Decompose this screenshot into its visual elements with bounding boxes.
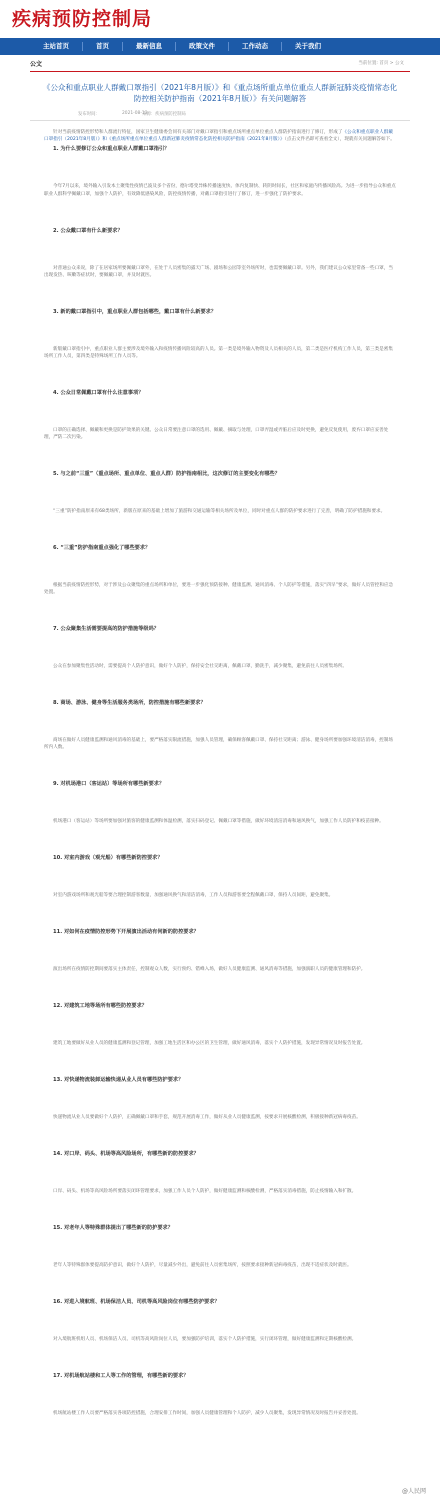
question-heading: 1. 为什么要修订公众和重点职业人群戴口罩指引？ xyxy=(53,146,170,153)
question-heading: 17. 对机场航站楼和工人等工作的管理，有哪些新的要求？ xyxy=(53,1373,189,1380)
article-title: 《公众和重点职业人群戴口罩指引（2021年8月版）》和《重点场所重点单位重点人群新冠肺炎疫情常态化防控相关防护指南（2021年8月版）》有关问题解答 xyxy=(42,83,398,103)
answer-paragraph: 机场港口（客运站）等场所要加强对旅客的健康监测和体温检测，落实扫码登记、佩戴口罩等措施，做好环境清洁消毒和通风换气，加强工作人员防护和疫苗接种。 xyxy=(53,819,384,825)
article-body xyxy=(30,121,410,1417)
article-meta xyxy=(30,107,410,121)
nav-item[interactable]: 最新信息 xyxy=(123,42,176,51)
intro-paragraph xyxy=(44,129,396,143)
question-heading: 6. “三重”防护指南重点强化了哪些要求？ xyxy=(53,545,151,552)
question-heading: 7. 公众聚集生活需要提高的防护措施等级吗？ xyxy=(53,626,159,633)
breadcrumb-path[interactable]: 当前位置: 首页 > 公文 xyxy=(358,61,404,66)
intro-document-link[interactable]: 《公众和重点职业人群戴口罩指引（2021年8月版）》和《重点场所重点单位重点人群新冠肺炎疫情常态化防控相关防护指南（2021年8月版）》 xyxy=(44,130,393,143)
answer-paragraph: 公众在参加聚集性活动时，需要提高个人防护意识，做好个人防护，保持安全社交距离，佩戴口罩，勤洗手，减少聚集，避免前往人员密集场所。 xyxy=(53,664,348,670)
question-heading: 5. 与之前“三重”（重点场所、重点单位、重点人群）防护指南相比，这次修订的主要变化有哪些？ xyxy=(53,471,280,478)
question-heading: 8. 商场、游泳、健身等生活服务类场所，防控措施有哪些新要求？ xyxy=(53,700,206,707)
answer-paragraph: 快递物流从业人员要做好个人防护，正确佩戴口罩和手套，规范开展消毒工作，做好从业人员健康监测，按要求开展核酸检测，积极接种新冠病毒疫苗。 xyxy=(53,1115,361,1121)
question-heading: 2. 公众戴口罩有什么新要求？ xyxy=(53,227,123,234)
question-heading: 14. 对口岸、码头、机场等高风险场所，有哪些新的防控要求？ xyxy=(53,1151,199,1158)
publish-label: 发布时间： xyxy=(78,112,100,117)
answer-paragraph: 商场在做好人员健康监测和通风消毒的基础上，要严格落实限流措施，加强人员管理，确保顾客佩戴口罩、保持社交距离；游泳、健身场所要加强环境清洁消毒，控制场所内人数。 xyxy=(44,738,393,751)
question-heading: 11. 对如何在疫情防控形势下开展演出活动有何新的防控要求？ xyxy=(53,929,199,936)
answer-paragraph: 对入境航班机组人员、机场保洁人员、司机等高风险岗位人员，要加强防护培训，落实个人防护措施，实行闭环管理，做好健康监测和定期核酸检测。 xyxy=(53,1337,357,1343)
nav-item[interactable]: 关于我们 xyxy=(295,42,321,50)
publish-date: 2021-08-13 xyxy=(122,111,148,116)
question-heading: 4. 公众日常佩戴口罩有什么注意事项？ xyxy=(53,389,144,396)
answer-paragraph: 新版戴口罩指引中，重点职业人群主要涉及境外输入和疫情传播风险较高的人员。第一类是境外输入物资及人员相关的人员，第二类是医疗机构工作人员，第三类是密集场所工作人员，第四类是特殊场所工作人员等。 xyxy=(44,346,393,359)
divider xyxy=(30,120,410,121)
nav-item[interactable]: 工作动态 xyxy=(229,42,282,51)
answer-paragraph: 对普通公众来说，除了在居家场所要佩戴口罩外，在处于人员密集的露天广场、剧场和公园等室外场所时，也需要佩戴口罩。另外，我们建议公众家里常备一些口罩，当出现发热、咳嗽等症状时，要佩戴口罩，并及时就医。 xyxy=(44,265,393,278)
question-heading: 15. 对老年人等特殊群体提出了哪些新的防护要求？ xyxy=(53,1225,173,1232)
breadcrumb-label: 公文 xyxy=(30,61,43,68)
question-heading: 3. 新的戴口罩指引中，重点职业人群包括哪些，戴口罩有什么新要求？ xyxy=(53,308,217,315)
answer-paragraph: 根据当前疫情防控形势，对于涉及公众聚集的重点场所和单位，要进一步强化预防接种、健康监测、通风消毒、个人防护等措施，落实“四早”要求，做好人员管控和应急处置。 xyxy=(44,583,394,596)
question-heading: 13. 对快递物流装卸运输快递从业人员有哪些防护要求？ xyxy=(53,1077,184,1084)
answer-paragraph: “三重”防护指南原来有68类场所，新版在原来的基础上增加了旅游和交通运输等相关场所及单位，同时对重点人群的防护要求进行了完善，明确了防护措施和要求。 xyxy=(53,509,386,515)
answer-paragraph: 口罩的正确选择、佩戴和更换是防护效果的关键。公众日常要注意口罩的选用、佩戴、摘取与处理，口罩弄湿或弄脏后应及时更换，避免反复使用，废弃口罩应妥善处理，严防二次污染。 xyxy=(44,427,389,441)
qa-sections xyxy=(44,146,396,1417)
divider xyxy=(30,71,410,72)
answer-paragraph: 机场航站楼工作人员要严格落实各项防控措施，合理安排工作时间，加强人员健康管理和个人防护，减少人员聚集，发现异常情况及时报告并妥善处置。 xyxy=(53,1411,361,1417)
nav-item[interactable]: 政策文件 xyxy=(176,42,229,51)
question-heading: 12. 对建筑工地等场所有哪些防控要求？ xyxy=(53,1003,147,1010)
breadcrumb-bar xyxy=(0,55,440,73)
answer-paragraph: 建筑工地要做好从业人员的健康监测和登记管理，加强工地生活区和办公区的卫生管理，做好通风消毒，落实个人防护措施，发现异常情况及时报告处置。 xyxy=(53,1041,366,1047)
question-heading: 16. 对进入境航班、机场保洁人员、司机等高风险岗位有哪些防护要求？ xyxy=(53,1299,220,1306)
site-logo[interactable]: 疾病预防控制局 xyxy=(12,8,153,30)
source-watermark: @人民网 xyxy=(401,1488,426,1495)
top-header xyxy=(0,0,440,32)
intro-text: 针对当前疫情防控形势和人群流行特征，国家卫生健康委会同有关部门对戴口罩指引和重点场所重点单位重点人群防护指南进行了修订，形成了 xyxy=(53,130,343,135)
nav-item[interactable]: 主站首页 xyxy=(30,42,83,51)
main-nav xyxy=(0,38,440,55)
answer-paragraph: 对室内游戏场所和观光船等要合理控制游客数量，加强通风换气和清洁消毒，工作人员和游客要全程佩戴口罩，保持人员间距，避免聚集。 xyxy=(53,893,334,899)
question-heading: 9. 对机场港口（客运站）等场所有哪些新要求？ xyxy=(53,781,165,788)
intro-text-end: （点击文件名即可查看全文），现就有关问题解答如下。 xyxy=(284,137,395,143)
answer-paragraph: 口岸、码头、机场等高风险场所要落实闭环管理要求，加强工作人员个人防护，做好健康监测和核酸检测，严格落实消毒措施，防止疫情输入和扩散。 xyxy=(53,1189,357,1195)
question-heading: 10. 对室内游戏（观光船）有哪些新防控要求？ xyxy=(53,855,163,862)
answer-paragraph: 演出场所在疫情防控期间要落实主体责任，控制观众人数，实行预约、错峰入场，做好人员健康监测、通风消毒等措施，加强演职人员的健康管理和防护。 xyxy=(53,967,366,973)
nav-item[interactable]: 首页 xyxy=(83,42,123,51)
answer-paragraph: 老年人等特殊群体要提高防护意识，做好个人防护，尽量减少外出，避免前往人员密集场所，按照要求接种新冠病毒疫苗，出现不适症状及时就医。 xyxy=(53,1263,352,1269)
article-source: 来源：疾病预防控制局 xyxy=(142,112,186,117)
article xyxy=(30,78,410,1447)
answer-paragraph: 今年7月以来，境外输入引发本土聚集性疫情已波及多个省份，德尔塔变异株传播速度快、体内复制快、转阴时间长，社区和家庭内传播风险高。为进一步指导公众和重点职业人群科学佩戴口罩，加强个人防护，有效降低感染风险，防控疫情传播，对戴口罩指引进行了修订，进一步强化了防护要求。 xyxy=(44,184,396,197)
